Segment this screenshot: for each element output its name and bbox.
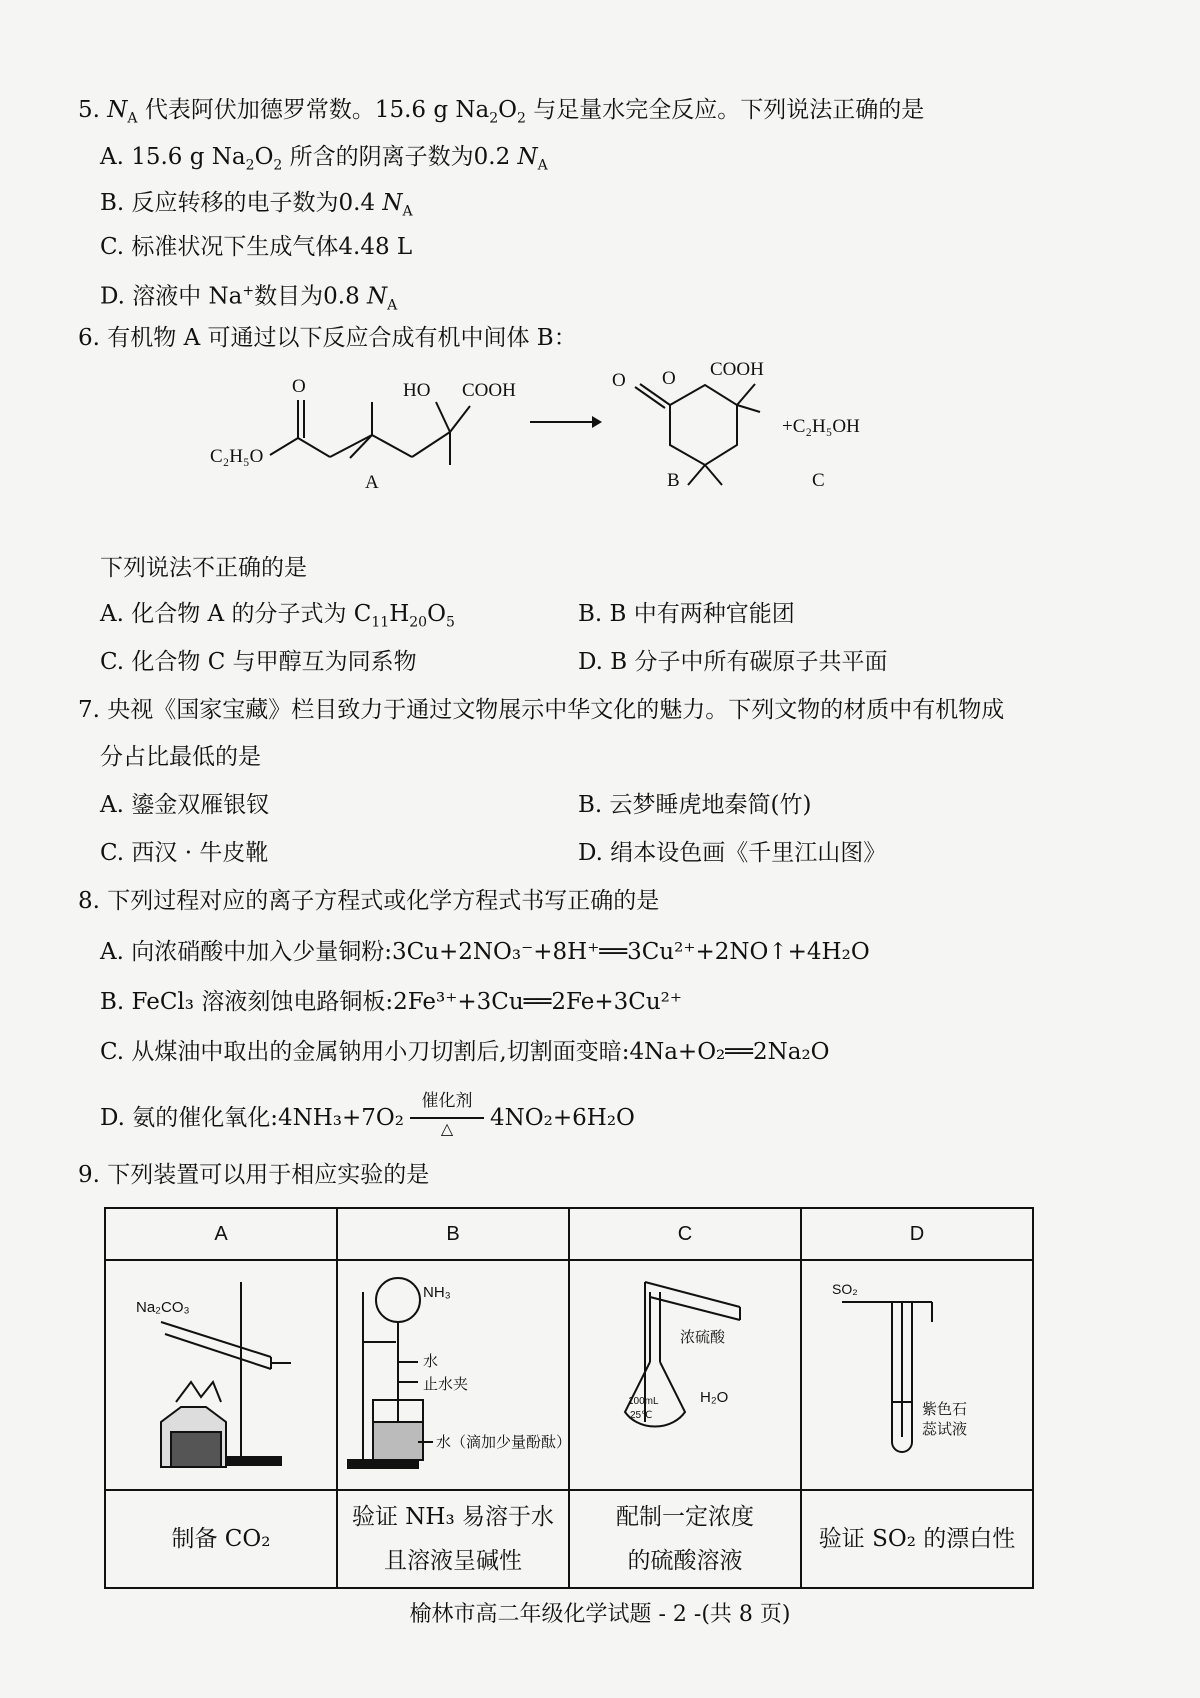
q5-option-a: A. 15.6 g $Na_2O_2$ 所含的阴离子数为0.2 $N_A$: [100, 144, 548, 174]
conc-h2so4-label: 浓硫酸: [680, 1329, 726, 1346]
litmus-label-line2: 蕊试液: [922, 1421, 968, 1438]
apparatus-d: [801, 1260, 1033, 1490]
header-c: C: [569, 1208, 801, 1260]
carboxyl-label-a: COOH: [462, 380, 516, 401]
q5-option-c: C. 标准状况下生成气体4.48 L: [100, 234, 413, 260]
q6-stem: 6. 有机物 A 可通过以下反应合成有机中间体 B：: [78, 325, 577, 351]
volumetric-flask-diagram: [570, 1262, 810, 1482]
header-d: D: [801, 1208, 1033, 1260]
so2-label: SO₂: [832, 1281, 858, 1297]
ethoxy-label: C₂H₅O: [210, 446, 264, 467]
carboxyl-label-b: COOH: [710, 359, 764, 380]
q6-option-b: B. B 中有两种官能团: [578, 601, 795, 627]
litmus-label-line1: 紫色石: [922, 1401, 968, 1418]
caption-b: 验证 NH₃ 易溶于水 且溶液呈碱性: [337, 1490, 569, 1588]
nh3-label: NH₃: [423, 1284, 451, 1301]
q7-option-d: D. 绢本设色画《千里江山图》: [578, 840, 887, 866]
q7-option-b: B. 云梦睡虎地秦简(竹): [578, 792, 812, 818]
q8-option-c: C. 从煤油中取出的金属钠用小刀切割后,切割面变暗:4Na+O₂══2Na₂O: [100, 1039, 830, 1065]
q7-option-c: C. 西汉 · 牛皮靴: [100, 840, 269, 866]
caption-a: 制备 CO₂: [105, 1490, 337, 1588]
o-top-label: O: [292, 376, 306, 397]
clamp-label: 止水夹: [423, 1376, 469, 1393]
q8-option-d: D. 氨的催化氧化:4NH₃+7O₂ 催化剂 △ 4NO₂+6H₂O: [100, 1097, 635, 1141]
q6-option-d: D. B 分子中所有碳原子共平面: [578, 649, 888, 675]
carbonyl-o-label: O: [612, 370, 626, 391]
q7-stem-line2: 分占比最低的是: [100, 744, 261, 770]
hydroxyl-label: HO: [403, 380, 431, 401]
header-b: B: [337, 1208, 569, 1260]
header-a: A: [105, 1208, 337, 1260]
q6-sub-stem: 下列说法不正确的是: [100, 555, 307, 581]
q7-stem-line1: 7. 央视《国家宝藏》栏目致力于通过文物展示中华文化的魅力。下列文物的材质中有机物成: [78, 697, 1005, 723]
apparatus-b: [337, 1260, 572, 1490]
heating-apparatus-diagram: [121, 1262, 321, 1482]
q9-stem: 9. 下列装置可以用于相应实验的是: [78, 1162, 430, 1188]
label-b: B: [667, 470, 680, 491]
apparatus-a: [105, 1260, 337, 1490]
label-a: A: [365, 472, 379, 493]
q6-option-a: A. 化合物 A 的分子式为 $C_{11}H_{20}O_5$: [100, 601, 455, 631]
q5-stem: 5. $N_A$ 代表阿伏加德罗常数。15.6 g $Na_2O_2$ 与足量水完全反应。下列说法正确的是: [78, 97, 925, 127]
label-c: C: [812, 470, 825, 491]
q8-option-a: A. 向浓硝酸中加入少量铜粉:3Cu+2NO₃⁻+8H⁺══3Cu²⁺+2NO↑+4H₂O: [100, 939, 870, 965]
flask-volume-label: 100mL: [628, 1396, 659, 1407]
condition-arrow: [404, 1091, 490, 1141]
q7-option-a: A. 鎏金双雁银钗: [100, 792, 270, 818]
water-label: 水: [423, 1353, 439, 1370]
page-footer: 榆林市高二年级化学试题 - 2 -(共 8 页): [409, 1602, 791, 1627]
water-phenolphthalein-label: 水（滴加少量酚酞）: [436, 1434, 572, 1451]
q5-option-b: B. 反应转移的电子数为0.4 $N_A$: [100, 190, 413, 220]
heat-symbol: △: [440, 1119, 454, 1138]
q6-option-c: C. 化合物 C 与甲醇互为同系物: [100, 649, 417, 675]
q8-option-b: B. FeCl₃ 溶液刻蚀电路铜板:2Fe³⁺+3Cu══2Fe+3Cu²⁺: [100, 989, 683, 1015]
reaction-scheme: [200, 359, 960, 540]
fountain-apparatus-diagram: [338, 1262, 588, 1482]
q5-option-d: D. 溶液中 Na+数目为0.8 $N_A$: [100, 283, 398, 314]
h2o-label: H₂O: [700, 1389, 729, 1406]
apparatus-table: [104, 1207, 1034, 1589]
ethanol-label: +C₂H₅OH: [782, 416, 860, 437]
caption-d: 验证 SO₂ 的漂白性: [801, 1490, 1033, 1588]
na2co3-label: Na₂CO₃: [136, 1299, 190, 1316]
caption-c: 配制一定浓度 的硫酸溶液: [569, 1490, 801, 1588]
test-tube-diagram: [802, 1262, 1032, 1482]
ring-o-label: O: [662, 368, 676, 389]
apparatus-c: [569, 1260, 801, 1490]
q8-stem: 8. 下列过程对应的离子方程式或化学方程式书写正确的是: [78, 888, 660, 914]
flask-temp-label: 25℃: [630, 1410, 653, 1421]
catalyst-label: 催化剂: [421, 1091, 473, 1111]
